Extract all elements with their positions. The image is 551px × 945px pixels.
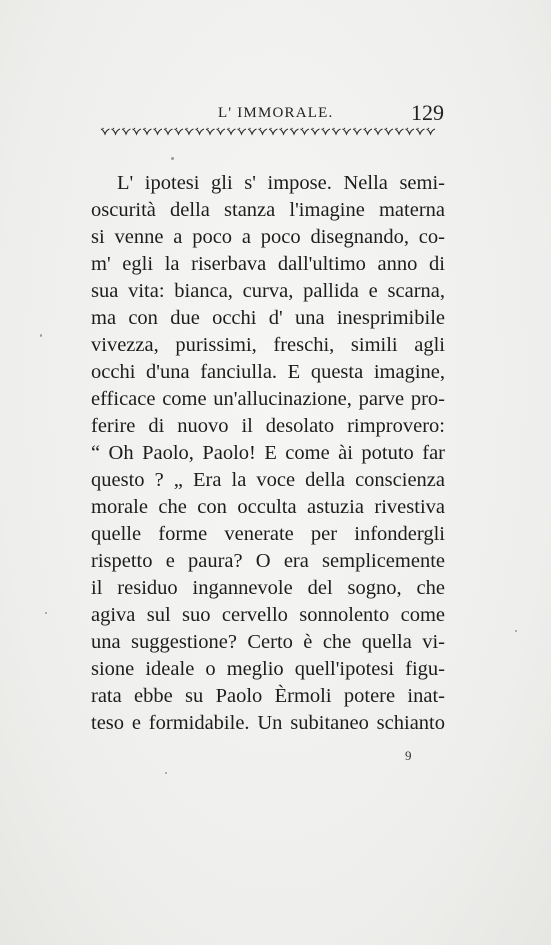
text-line: questo ? „ Era la voce della conscienza <box>91 469 445 491</box>
text-line: occhi d'una fanciulla. E questa imagine, <box>91 361 445 383</box>
ornament-flourish <box>427 128 436 134</box>
ornament-flourish <box>322 128 331 134</box>
ornament-flourish <box>196 128 205 134</box>
header-ornament-rule <box>100 126 444 138</box>
ornament-flourish <box>374 128 383 134</box>
ornament-flourish <box>416 128 425 134</box>
signature-mark: 9 <box>405 748 412 763</box>
ornament-flourish <box>332 128 341 134</box>
page-header <box>92 100 444 128</box>
ornament-flourish <box>112 128 121 134</box>
ornament-flourish <box>290 128 299 134</box>
ornament-flourish <box>227 128 236 134</box>
text-line: L' ipotesi gli s' impose. Nella semi- <box>117 172 445 194</box>
text-line: vivezza, purissimi, freschi, simili agli <box>91 334 445 356</box>
paper-speck <box>45 612 47 614</box>
page-number: 129 <box>411 100 444 125</box>
paper-speck <box>40 334 42 337</box>
ornament-flourish <box>164 128 173 134</box>
ornament-flourish <box>343 128 352 134</box>
ornament-flourish <box>353 128 362 134</box>
text-line: oscurità della stanza l'imagine materna <box>91 199 445 221</box>
paper-speck <box>165 772 167 774</box>
ornament-rule-graphic <box>100 126 444 138</box>
ornament-flourish <box>122 128 131 134</box>
ornament-flourish <box>101 128 110 134</box>
ornament-flourish <box>154 128 163 134</box>
body-text <box>91 170 445 737</box>
ornament-flourish <box>364 128 373 134</box>
ornament-flourish <box>395 128 404 134</box>
text-line: il residuo ingannevole del sogno, che <box>91 577 445 599</box>
text-line: rata ebbe su Paolo Èrmoli potere inat- <box>91 685 445 707</box>
text-line: teso e formidabile. Un subitaneo schianto <box>91 712 445 734</box>
ornament-flourish <box>269 128 278 134</box>
ornament-flourish <box>248 128 257 134</box>
text-line: “ Oh Paolo, Paolo! E come ài potuto far <box>91 442 445 464</box>
ornament-flourish <box>175 128 184 134</box>
text-line: si venne a poco a poco disegnando, co- <box>91 226 445 248</box>
text-line: sione ideale o meglio quell'ipotesi figu- <box>91 658 445 680</box>
text-line: agiva sul suo cervello sonnolento come <box>91 604 445 626</box>
ornament-flourish <box>406 128 415 134</box>
ornament-flourish <box>206 128 215 134</box>
text-line: rispetto e paura? O era semplicemente <box>91 550 445 572</box>
text-line: morale che con occulta astuzia rivestiva <box>91 496 445 518</box>
ornament-flourish <box>143 128 152 134</box>
text-line: sua vita: bianca, curva, pallida e scarna, <box>91 280 445 302</box>
ornament-flourish <box>185 128 194 134</box>
text-line: m' egli la riserbava dall'ultimo anno di <box>91 253 445 275</box>
text-line: ferire di nuovo il desolato rimprovero: <box>91 415 445 437</box>
ornament-flourish <box>217 128 226 134</box>
paper-speck <box>515 630 517 632</box>
ornament-flourish <box>385 128 394 134</box>
text-line: quelle forme venerate per infondergli <box>91 523 445 545</box>
text-line: efficace come un'allucinazione, parve pro- <box>91 388 445 410</box>
text-line: una suggestione? Certo è che quella vi- <box>91 631 445 653</box>
ornament-flourish <box>301 128 310 134</box>
ornament-flourish <box>238 128 247 134</box>
text-line: ma con due occhi d' una inesprimibile <box>91 307 445 329</box>
ornament-flourish <box>133 128 142 134</box>
ornament-flourish <box>280 128 289 134</box>
paper-speck <box>171 157 174 160</box>
running-title: L' IMMORALE. <box>218 105 334 121</box>
ornament-flourish <box>311 128 320 134</box>
ornament-flourish <box>259 128 268 134</box>
